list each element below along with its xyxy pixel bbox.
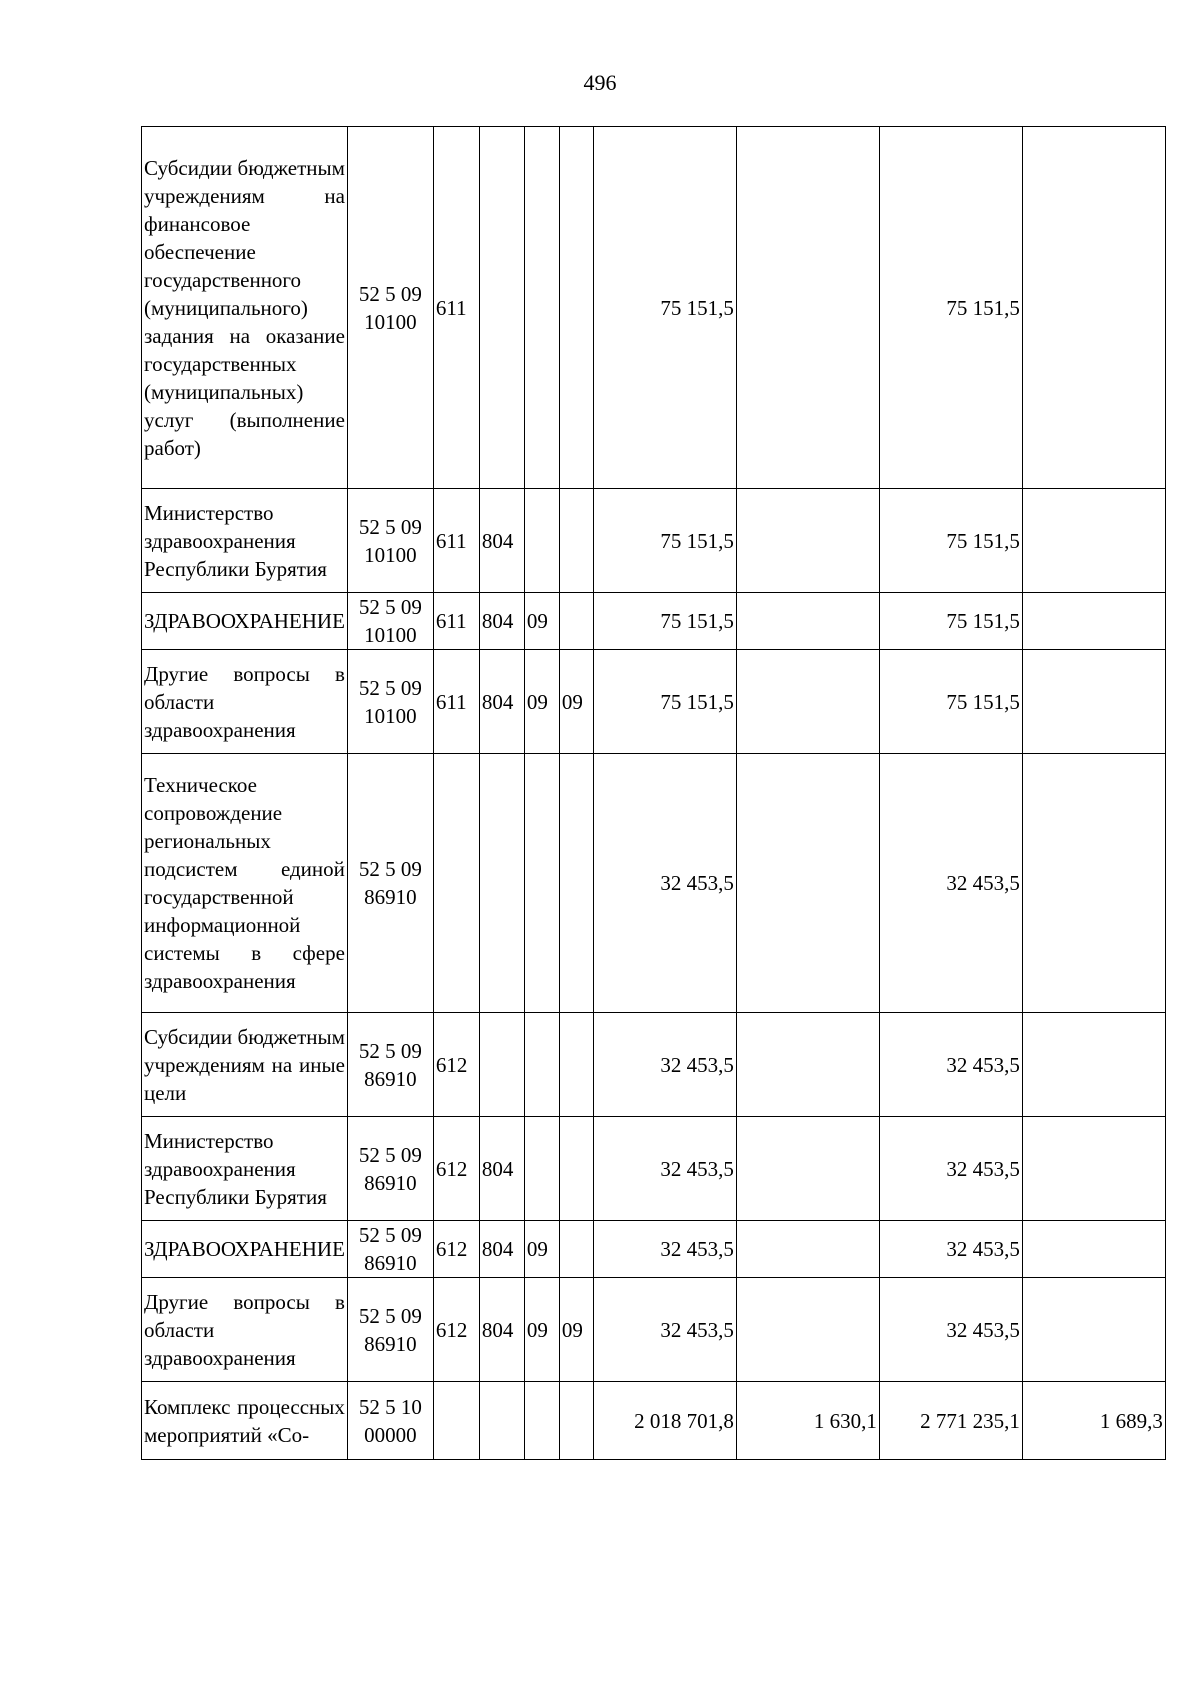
amount-year-1: 32 453,5 xyxy=(593,1221,736,1278)
table-row xyxy=(142,1117,1166,1221)
target-article-code: 52 5 09 86910 xyxy=(347,1278,433,1382)
amount-year-2: 32 453,5 xyxy=(879,1278,1022,1382)
row-name: Техническое сопровождение региональных подсистем единой государственной информационной системы в сфере здравоохранения xyxy=(142,754,348,1013)
expense-type-code xyxy=(433,1382,479,1460)
section-code xyxy=(524,1013,559,1117)
section-code xyxy=(524,1382,559,1460)
amount-year-2: 2 771 235,1 xyxy=(879,1382,1022,1460)
ministry-code xyxy=(479,1382,524,1460)
target-article-code: 52 5 09 10100 xyxy=(347,593,433,650)
target-article-code: 52 5 09 10100 xyxy=(347,650,433,754)
target-article-code: 52 5 09 86910 xyxy=(347,754,433,1013)
table-row xyxy=(142,593,1166,650)
amount-year-1: 75 151,5 xyxy=(593,489,736,593)
amount-year-2-federal xyxy=(1022,650,1165,754)
row-name: Субсидии бюджетным учреждениям на иные цели xyxy=(142,1013,348,1117)
subsection-code xyxy=(559,1013,593,1117)
expense-type-code: 611 xyxy=(433,127,479,489)
table-row xyxy=(142,1278,1166,1382)
amount-year-1-federal xyxy=(736,650,879,754)
expense-type-code: 612 xyxy=(433,1278,479,1382)
subsection-code xyxy=(559,754,593,1013)
subsection-code: 09 xyxy=(559,1278,593,1382)
expense-type-code: 612 xyxy=(433,1013,479,1117)
table-row xyxy=(142,127,1166,489)
amount-year-2-federal: 1 689,3 xyxy=(1022,1382,1165,1460)
amount-year-2: 75 151,5 xyxy=(879,650,1022,754)
section-code xyxy=(524,1117,559,1221)
target-article-code: 52 5 09 86910 xyxy=(347,1221,433,1278)
section-code xyxy=(524,754,559,1013)
section-code: 09 xyxy=(524,650,559,754)
amount-year-1-federal: 1 630,1 xyxy=(736,1382,879,1460)
target-article-code: 52 5 09 86910 xyxy=(347,1013,433,1117)
section-code: 09 xyxy=(524,1221,559,1278)
amount-year-1-federal xyxy=(736,1278,879,1382)
section-code: 09 xyxy=(524,593,559,650)
amount-year-1: 32 453,5 xyxy=(593,754,736,1013)
expense-type-code xyxy=(433,754,479,1013)
ministry-code xyxy=(479,1013,524,1117)
amount-year-1: 75 151,5 xyxy=(593,593,736,650)
amount-year-2: 75 151,5 xyxy=(879,127,1022,489)
subsection-code xyxy=(559,1221,593,1278)
amount-year-2-federal xyxy=(1022,489,1165,593)
ministry-code: 804 xyxy=(479,593,524,650)
section-code: 09 xyxy=(524,1278,559,1382)
amount-year-2-federal xyxy=(1022,1278,1165,1382)
section-code xyxy=(524,127,559,489)
target-article-code: 52 5 09 86910 xyxy=(347,1117,433,1221)
row-name: Другие вопросы в области здравоохранения xyxy=(142,1278,348,1382)
table-row xyxy=(142,489,1166,593)
ministry-code: 804 xyxy=(479,1221,524,1278)
subsection-code: 09 xyxy=(559,650,593,754)
ministry-code: 804 xyxy=(479,650,524,754)
row-name: Министерство здравоохранения Республики Бурятия xyxy=(142,1117,348,1221)
amount-year-2-federal xyxy=(1022,1013,1165,1117)
amount-year-1-federal xyxy=(736,754,879,1013)
subsection-code xyxy=(559,593,593,650)
amount-year-1-federal xyxy=(736,127,879,489)
amount-year-1-federal xyxy=(736,1013,879,1117)
expense-type-code: 612 xyxy=(433,1117,479,1221)
amount-year-1: 75 151,5 xyxy=(593,127,736,489)
amount-year-2-federal xyxy=(1022,754,1165,1013)
amount-year-2: 75 151,5 xyxy=(879,489,1022,593)
amount-year-1-federal xyxy=(736,489,879,593)
row-name: Субсидии бюджетным учреждениям на финансовое обеспечение государственного (муниципального) задания на оказание государственных (муниципальных) услуг (выполнение работ) xyxy=(142,127,348,489)
ministry-code: 804 xyxy=(479,489,524,593)
amount-year-2-federal xyxy=(1022,593,1165,650)
amount-year-1-federal xyxy=(736,593,879,650)
ministry-code xyxy=(479,127,524,489)
amount-year-2: 75 151,5 xyxy=(879,593,1022,650)
amount-year-1: 32 453,5 xyxy=(593,1013,736,1117)
subsection-code xyxy=(559,489,593,593)
budget-table xyxy=(141,126,1166,1460)
row-name: ЗДРАВООХРАНЕНИЕ xyxy=(142,1221,348,1278)
row-name: ЗДРАВООХРАНЕНИЕ xyxy=(142,593,348,650)
target-article-code: 52 5 09 10100 xyxy=(347,127,433,489)
subsection-code xyxy=(559,1382,593,1460)
ministry-code: 804 xyxy=(479,1278,524,1382)
subsection-code xyxy=(559,1117,593,1221)
target-article-code: 52 5 09 10100 xyxy=(347,489,433,593)
table-row xyxy=(142,754,1166,1013)
table-row xyxy=(142,650,1166,754)
amount-year-1-federal xyxy=(736,1117,879,1221)
amount-year-2: 32 453,5 xyxy=(879,1117,1022,1221)
table-row xyxy=(142,1013,1166,1117)
expense-type-code: 612 xyxy=(433,1221,479,1278)
amount-year-2-federal xyxy=(1022,127,1165,489)
subsection-code xyxy=(559,127,593,489)
amount-year-2: 32 453,5 xyxy=(879,1221,1022,1278)
section-code xyxy=(524,489,559,593)
amount-year-1: 2 018 701,8 xyxy=(593,1382,736,1460)
page-number: 496 xyxy=(583,70,617,95)
amount-year-1: 75 151,5 xyxy=(593,650,736,754)
row-name: Министерство здравоохранения Республики Бурятия xyxy=(142,489,348,593)
amount-year-2-federal xyxy=(1022,1221,1165,1278)
target-article-code: 52 5 10 00000 xyxy=(347,1382,433,1460)
ministry-code: 804 xyxy=(479,1117,524,1221)
row-name: Комплекс процессных мероприятий «Со- xyxy=(142,1382,348,1460)
expense-type-code: 611 xyxy=(433,593,479,650)
table-row xyxy=(142,1382,1166,1460)
amount-year-2: 32 453,5 xyxy=(879,1013,1022,1117)
amount-year-1-federal xyxy=(736,1221,879,1278)
amount-year-1: 32 453,5 xyxy=(593,1278,736,1382)
table-row xyxy=(142,1221,1166,1278)
amount-year-1: 32 453,5 xyxy=(593,1117,736,1221)
amount-year-2-federal xyxy=(1022,1117,1165,1221)
amount-year-2: 32 453,5 xyxy=(879,754,1022,1013)
ministry-code xyxy=(479,754,524,1013)
row-name: Другие вопросы в области здравоохранения xyxy=(142,650,348,754)
expense-type-code: 611 xyxy=(433,489,479,593)
expense-type-code: 611 xyxy=(433,650,479,754)
